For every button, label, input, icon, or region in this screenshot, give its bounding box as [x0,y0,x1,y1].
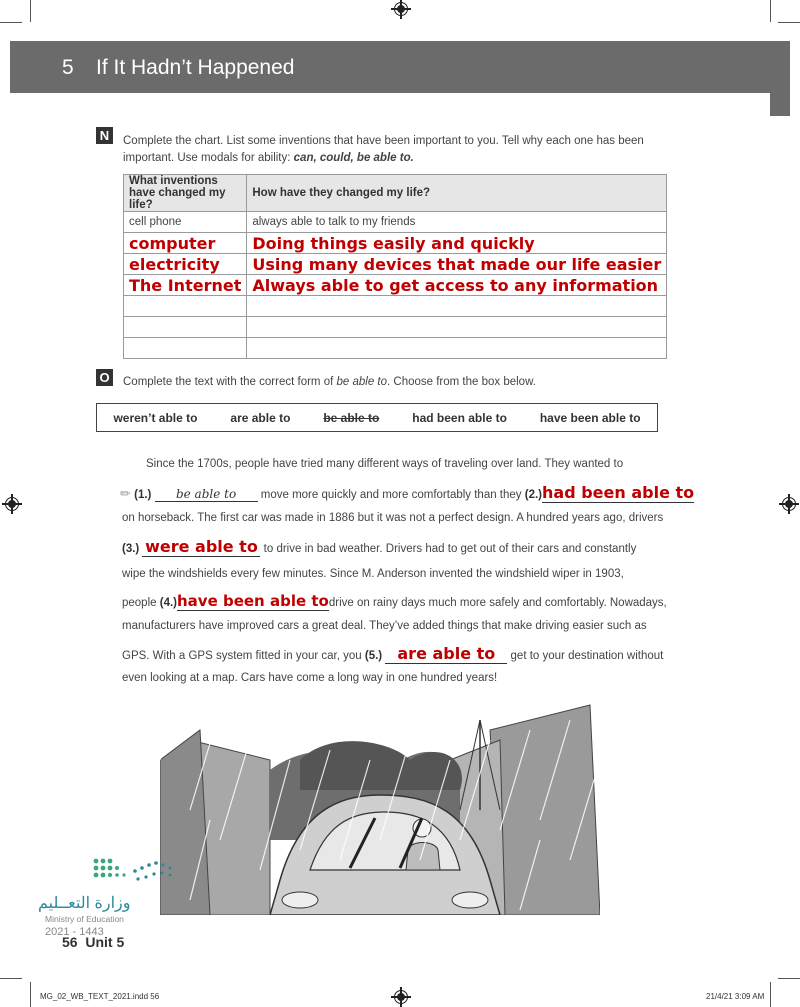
ministry-logo-icon [90,855,180,891]
print-slug-date: 21/4/21 3:09 AM [706,992,765,1001]
text-fragment: GPS. With a GPS system fitted in your car, you [122,650,362,662]
chart-cell-answer[interactable]: Doing things easily and quickly [247,233,667,254]
registration-mark-top [394,2,408,16]
answer-blank-4[interactable]: have been able to [177,592,329,610]
blank-number: (1.) [134,489,152,501]
chart-cell-empty[interactable] [124,296,247,317]
answer-blank-3[interactable]: were able to [142,537,260,557]
exercise-n-instruction [123,133,644,167]
text-line [122,537,636,557]
text-line: even looking at a map. Cars have come a long way in one hundred years! [122,672,498,684]
unit-title: If It Hadn’t Happened [96,56,295,79]
word-option: weren’t able to [113,410,198,425]
unit-header-tab [770,41,790,116]
rainy-city-car-illustration [160,700,600,915]
table-row [124,254,667,275]
page-footer [62,934,124,950]
table-row [124,233,667,254]
table-row [124,317,667,338]
text-line [120,483,694,503]
registration-mark-left [5,497,19,511]
chart-cell-empty[interactable] [247,317,667,338]
chart-header-changes: How have they changed my life? [247,175,667,212]
table-row [124,338,667,359]
text-fragment: move more quickly and more comfortably than they [260,489,522,501]
text-line: manufacturers have improved cars a great deal. They’ve added things that make driving easier such as [122,620,647,632]
instruction-prefix: Complete the text with the correct form of [123,376,337,388]
chart-cell-answer[interactable]: Using many devices that made our life easier [247,254,667,275]
blank-number: (2.) [524,489,543,501]
exercise-n-label: N [96,127,113,144]
chart-cell[interactable]: always able to talk to my friends [247,212,667,233]
chart-cell[interactable]: cell phone [124,212,247,233]
pencil-icon: ✏ [120,486,131,501]
print-slug-file: MG_02_WB_TEXT_2021.indd 56 [40,992,160,1001]
exercise-n-instruction-line1: Complete the chart. List some inventions that have been important to you. Tell why each one has been [123,135,644,147]
instruction-modals: can, could, be able to. [293,152,414,164]
text-line [122,592,667,611]
chart-cell-empty[interactable] [247,296,667,317]
blank-number: (5.) [364,650,383,662]
chart-header-row [124,175,667,212]
ministry-name-arabic: وزارة التعــليم [38,895,131,912]
text-line: wipe the windshields every few minutes. Since M. Anderson invented the windshield wiper in 1903, [122,568,624,580]
footer-unit: Unit 5 [85,934,125,950]
blank-number: (3.) [122,543,140,555]
answer-blank-2[interactable]: had been able to [542,483,695,502]
instruction-italic: be able to [336,376,387,388]
text-fragment: people [122,597,157,609]
ministry-name-english: Ministry of Education [45,914,124,924]
answer-blank-1[interactable]: be able to [155,487,258,502]
chart-cell-answer[interactable]: computer [124,233,247,254]
exercise-o-label: O [96,369,113,386]
table-row [124,212,667,233]
chart-cell-empty[interactable] [124,338,247,359]
instruction-suffix: . Choose from the box below. [387,376,536,388]
text-line: on horseback. The first car was made in 1886 but it was not a perfect design. A hundred years ago, drivers [122,512,664,524]
word-box [96,403,658,432]
text-line: Since the 1700s, people have tried many different ways of traveling over land. They wanted to [146,458,624,470]
chart-cell-answer[interactable]: Always able to get access to any information [247,275,667,296]
chart-cell-answer[interactable]: The Internet [124,275,247,296]
answer-blank-5[interactable]: are able to [385,644,507,664]
edition-year: 2021 - 1443 [45,926,104,938]
page-number: 56 [62,934,78,950]
table-row [124,296,667,317]
exercise-n-instruction-line2 [123,150,644,167]
text-fragment: drive on rainy days much more safely and comfortably. Nowadays, [328,597,667,609]
text-fragment: to drive in bad weather. Drivers had to get out of their cars and constantly [263,543,637,555]
registration-mark-bottom [394,990,408,1004]
chart-cell-empty[interactable] [124,317,247,338]
word-option-used: be able to [323,410,380,425]
chart-cell-empty[interactable] [247,338,667,359]
chart-cell-answer[interactable]: electricity [124,254,247,275]
table-row [124,275,667,296]
word-option: are able to [230,410,291,425]
inventions-chart [123,174,667,359]
unit-number: 5 [62,56,74,79]
registration-mark-right [782,497,796,511]
text-line [122,644,663,664]
word-option: have been able to [539,410,641,425]
text-fragment: get to your destination without [510,650,664,662]
instruction-prefix: important. Use modals for ability: [123,152,294,164]
exercise-o-instruction [123,374,536,391]
word-option: had been able to [412,410,507,425]
chart-header-inventions: What inventions have changed my life? [124,175,247,212]
blank-number: (4.) [159,597,177,609]
